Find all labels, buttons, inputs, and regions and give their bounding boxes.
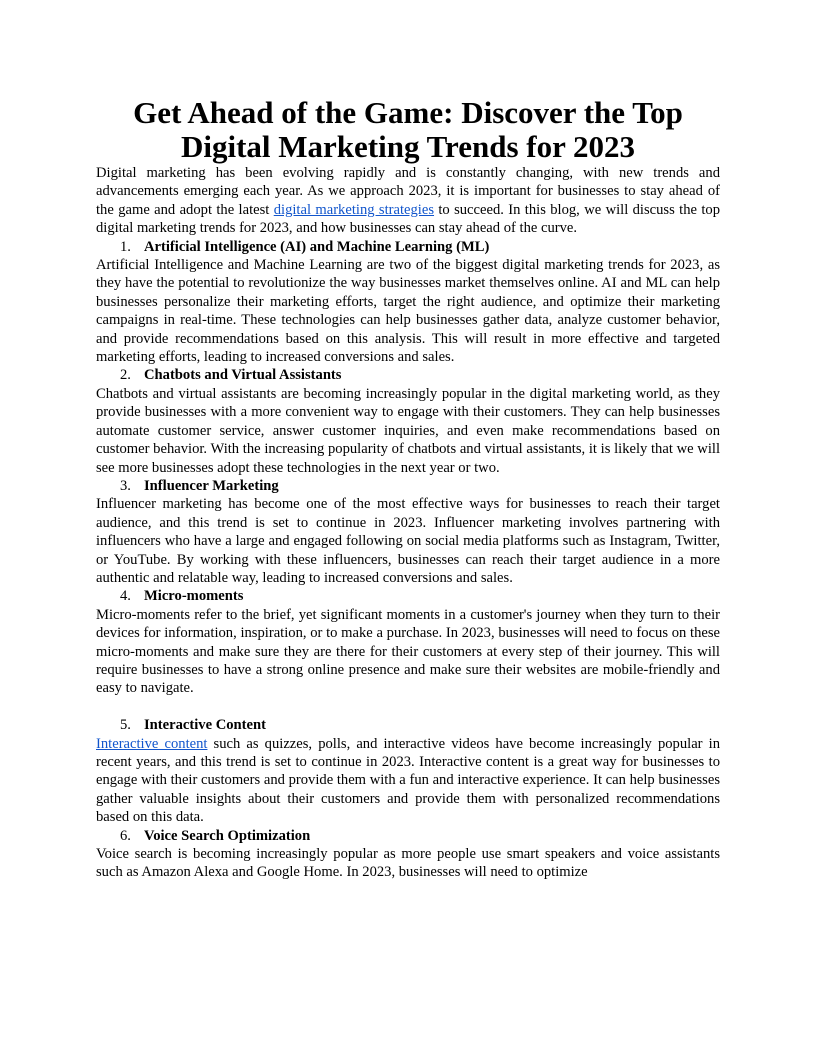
section-body-1: Artificial Intelligence and Machine Learning are two of the biggest digital marketing trends for 2023, as they have the potential to revolutionize the way businesses market themselves online. AI and ML can help businesses personalize their marketing efforts, target the right audience, and optimize their marketing campaigns in real-time. These technologies can help businesses gather data, analyze customer behavior, and provide recommendations based on this analysis. This will result in more effective and targeted marketing efforts, leading to increased conversions and sales.: [96, 257, 720, 366]
section-heading-6: [96, 827, 720, 845]
list-number: 1.: [120, 238, 131, 255]
section-body-4: Micro-moments refer to the brief, yet significant moments in a customer's journey when they turn to their devices for information, inspiration, or to make a purchase. In 2023, businesses will need to focus on these micro-moments and make sure they are there for their customers at every step of their journey. This will require businesses to have a strong online presence and make sure their websites are mobile-friendly and easy to navigate.: [96, 606, 720, 697]
section-heading-text: Chatbots and Virtual Assistants: [144, 367, 342, 384]
section-body-text: such as quizzes, polls, and interactive videos have become increasingly popular in recent years, and this trend is set to continue in 2023. Interactive content is a great way for businesses to engage with their customers and provide them with a fun and interactive experience. It can help businesses gather valuable insights about their customers and provide them with personalized recommendations based on this data.: [96, 735, 720, 826]
interactive-content-link[interactable]: Interactive content: [96, 735, 208, 752]
document-title: Get Ahead of the Game: Discover the Top Digital Marketing Trends for 2023: [133, 95, 683, 164]
section-heading-text: Interactive Content: [144, 717, 266, 734]
section-body-6: Voice search is becoming increasingly popular as more people use smart speakers and voice assistants such as Amazon Alexa and Google Home. In 2023, businesses will need to optimize: [96, 846, 720, 881]
intro-text-after: to succeed. In this blog, we will discuss the top digital marketing trends for 2023, and how businesses can stay ahead of the curve.: [96, 201, 720, 237]
section-heading-1: [96, 238, 720, 256]
section-heading-text: Micro-moments: [144, 588, 244, 605]
section-body-3: Influencer marketing has become one of the most effective ways for businesses to reach their target audience, and this trend is set to continue in 2023. Influencer marketing involves partnering with influencers who have a large and engaged following on social media platforms such as Instagram, Twitter, or YouTube. By working with these influencers, businesses can reach their target audience in a more authentic and relatable way, leading to increased conversions and sales.: [96, 496, 720, 586]
document-page: [96, 96, 720, 882]
section-heading-text: Artificial Intelligence (AI) and Machine Learning (ML): [144, 238, 490, 255]
intro-text-before: Digital marketing has been evolving rapidly and is constantly changing, with new trends and advancements emerging each year. As we approach 2023, it is important for businesses to stay ahead of the game and adopt the latest: [96, 165, 720, 218]
list-number: 2.: [120, 367, 131, 384]
section-body-2: Chatbots and virtual assistants are becoming increasingly popular in the digital marketing world, as they provide businesses with a more convenient way to engage with their customers. They can help businesses automate customer service, answer customer inquiries, and even make recommendations based on customer behavior. With the increasing popularity of chatbots and virtual assistants, it is likely that we will see more businesses adopt these technologies in the next year or two.: [96, 385, 720, 476]
section-body-5: [96, 735, 720, 827]
section-heading-3: [96, 477, 720, 495]
digital-marketing-strategies-link[interactable]: digital marketing strategies: [273, 201, 435, 218]
list-number: 5.: [120, 717, 131, 734]
section-heading-2: [96, 366, 720, 384]
section-heading-text: Voice Search Optimization: [144, 827, 311, 844]
section-heading-5: [96, 716, 720, 734]
blank-line: [96, 698, 720, 716]
list-number: 4.: [120, 588, 131, 605]
intro-paragraph: [96, 164, 720, 238]
section-heading-4: [96, 587, 720, 605]
section-heading-text: Influencer Marketing: [144, 477, 279, 494]
list-number: 3.: [120, 477, 131, 494]
list-number: 6.: [120, 827, 131, 844]
